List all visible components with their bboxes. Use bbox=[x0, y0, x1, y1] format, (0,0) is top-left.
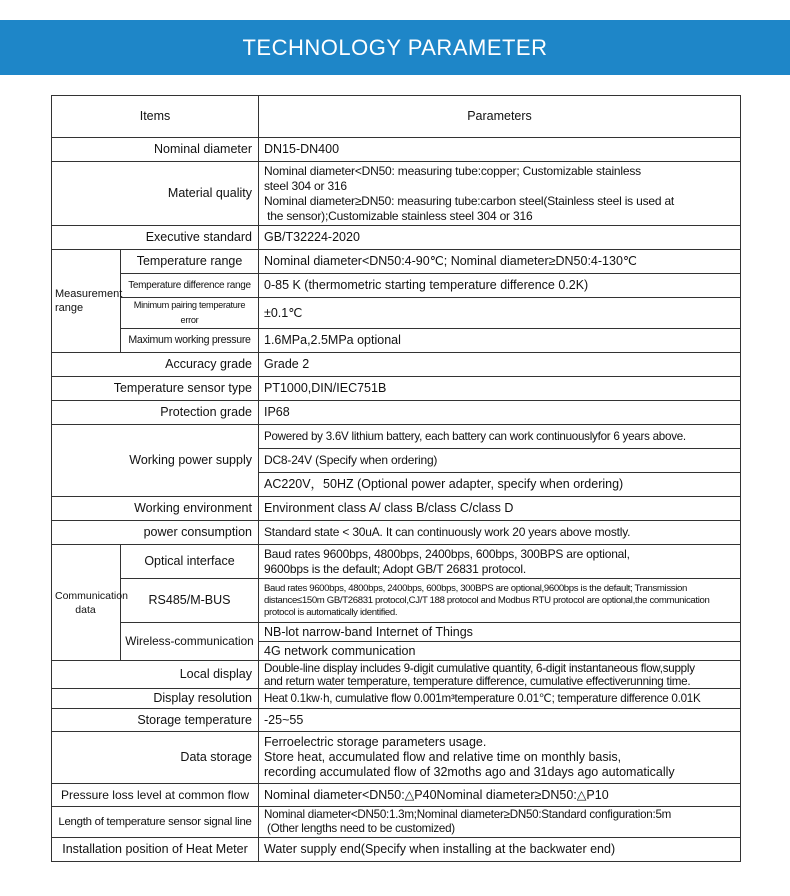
value-line: (Other lengths need to be customized) bbox=[264, 822, 455, 835]
row-value: Grade 2 bbox=[259, 353, 741, 377]
value-line: the sensor);Customizable stainless steel 304 or 316 bbox=[264, 208, 533, 223]
row-label: Local display bbox=[52, 661, 259, 689]
row-value: Environment class A/ class B/class C/class D bbox=[259, 497, 741, 521]
table-row bbox=[52, 579, 741, 623]
table-row bbox=[52, 377, 741, 401]
row-value: 4G network communication bbox=[259, 642, 741, 661]
row-value: -25~55 bbox=[259, 709, 741, 732]
table-row bbox=[52, 838, 741, 862]
table-row bbox=[52, 545, 741, 579]
table-row bbox=[52, 329, 741, 353]
table-header-row bbox=[52, 96, 741, 138]
row-label: Temperature difference range bbox=[121, 274, 259, 298]
table-row bbox=[52, 709, 741, 732]
row-value bbox=[259, 732, 741, 784]
value-line: Double-line display includes 9-digit cumulative quantity, 6-digit instantaneous flow,supply bbox=[264, 661, 695, 675]
value-line: distance≤150m GB/T26831 protocol,CJ/T 188 protocol and Modbus RTU protocol are optional,the communication bbox=[264, 594, 710, 606]
row-label: Maximum working pressure bbox=[121, 329, 259, 353]
table-row bbox=[52, 138, 741, 162]
row-value: Standard state < 30uA. It can continuously work 20 years above mostly. bbox=[259, 521, 741, 545]
table-row bbox=[52, 623, 741, 642]
row-label: Nominal diameter bbox=[52, 138, 259, 162]
row-value: Water supply end(Specify when installing at the backwater end) bbox=[259, 838, 741, 862]
header-parameters: Parameters bbox=[259, 96, 741, 138]
parameter-table bbox=[51, 95, 741, 862]
row-label: Data storage bbox=[52, 732, 259, 784]
row-value: 1.6MPa,2.5MPa optional bbox=[259, 329, 741, 353]
row-value: AC220V，50HZ (Optional power adapter, specify when ordering) bbox=[259, 473, 741, 497]
row-value: Nominal diameter<DN50:4-90℃; Nominal diameter≥DN50:4-130℃ bbox=[259, 250, 741, 274]
row-value bbox=[259, 807, 741, 838]
row-value: IP68 bbox=[259, 401, 741, 425]
table-row bbox=[52, 784, 741, 807]
value-line: recording accumulated flow of 32moths ago and 31days ago automatically bbox=[264, 765, 675, 779]
row-value: Powered by 3.6V lithium battery, each battery can work continuouslyfor 6 years above. bbox=[259, 425, 741, 449]
row-value bbox=[259, 661, 741, 689]
row-label: power consumption bbox=[52, 521, 259, 545]
row-label: Temperature range bbox=[121, 250, 259, 274]
row-label: Executive standard bbox=[52, 226, 259, 250]
row-label: Display resolution bbox=[52, 689, 259, 709]
row-label: Wireless-communication bbox=[121, 623, 259, 661]
table-row bbox=[52, 661, 741, 689]
group-label-communication-data: Communication data bbox=[52, 545, 121, 661]
table-row bbox=[52, 162, 741, 226]
row-label: Working environment bbox=[52, 497, 259, 521]
value-line: Nominal diameter≥DN50: measuring tube:carbon steel(Stainless steel is used at bbox=[264, 193, 675, 208]
table-row bbox=[52, 274, 741, 298]
value-line: Ferroelectric storage parameters usage. bbox=[264, 735, 487, 749]
value-line: and return water temperature, temperature difference, cumulative effectiverunning time. bbox=[264, 674, 691, 688]
group-label-measurement-range: Measurement range bbox=[52, 250, 121, 353]
row-value: DN15-DN400 bbox=[259, 138, 741, 162]
row-label: Material quality bbox=[52, 162, 259, 226]
table-row bbox=[52, 353, 741, 377]
row-label: Optical interface bbox=[121, 545, 259, 579]
row-label: Storage temperature bbox=[52, 709, 259, 732]
value-line: steel 304 or 316 bbox=[264, 178, 347, 193]
row-label: Length of temperature sensor signal line bbox=[52, 807, 259, 838]
table-row bbox=[52, 521, 741, 545]
row-value bbox=[259, 579, 741, 623]
table-row bbox=[52, 226, 741, 250]
value-line: Baud rates 9600bps, 4800bps, 2400bps, 600bps, 300BPS are optional,9600bps is the default; Transmission bbox=[264, 582, 687, 594]
row-label: Minimum pairing temperature error bbox=[121, 298, 259, 329]
row-value bbox=[259, 545, 741, 579]
row-value: Heat 0.1kw·h, cumulative flow 0.001m³temperature 0.01℃; temperature difference 0.01K bbox=[259, 689, 741, 709]
row-label: Protection grade bbox=[52, 401, 259, 425]
table-row bbox=[52, 689, 741, 709]
row-label: Installation position of Heat Meter bbox=[52, 838, 259, 862]
value-line: 9600bps is the default; Adopt GB/T 26831 protocol. bbox=[264, 561, 526, 576]
row-value: Nominal diameter<DN50:△P40Nominal diameter≥DN50:△P10 bbox=[259, 784, 741, 807]
table-row bbox=[52, 807, 741, 838]
row-value: DC8-24V (Specify when ordering) bbox=[259, 449, 741, 473]
row-value: 0-85 K (thermometric starting temperature difference 0.2K) bbox=[259, 274, 741, 298]
table-row bbox=[52, 250, 741, 274]
title-banner bbox=[0, 20, 790, 75]
value-line: Store heat, accumulated flow and relative time on monthly basis, bbox=[264, 750, 622, 764]
row-label: Working power supply bbox=[52, 425, 259, 497]
row-value: NB-lot narrow-band Internet of Things bbox=[259, 623, 741, 642]
value-line: Baud rates 9600bps, 4800bps, 2400bps, 600bps, 300BPS are optional, bbox=[264, 546, 630, 561]
table-row bbox=[52, 401, 741, 425]
row-label: Temperature sensor type bbox=[52, 377, 259, 401]
row-label: Pressure loss level at common flow bbox=[52, 784, 259, 807]
banner-title: TECHNOLOGY PARAMETER bbox=[242, 34, 548, 60]
row-value bbox=[259, 162, 741, 226]
row-label: RS485/M-BUS bbox=[121, 579, 259, 623]
value-line: Nominal diameter<DN50:1.3m;Nominal diameter≥DN50:Standard configuration:5m bbox=[264, 808, 672, 821]
header-items: Items bbox=[52, 96, 259, 138]
table-row bbox=[52, 298, 741, 329]
row-value: GB/T32224-2020 bbox=[259, 226, 741, 250]
value-line: Nominal diameter<DN50: measuring tube:copper; Customizable stainless bbox=[264, 163, 641, 178]
table-row bbox=[52, 732, 741, 784]
value-line: protocol is automatically identified. bbox=[264, 606, 398, 618]
table-row bbox=[52, 425, 741, 449]
row-label: Accuracy grade bbox=[52, 353, 259, 377]
table-row bbox=[52, 497, 741, 521]
row-value: ±0.1℃ bbox=[259, 298, 741, 329]
row-value: PT1000,DIN/IEC751B bbox=[259, 377, 741, 401]
